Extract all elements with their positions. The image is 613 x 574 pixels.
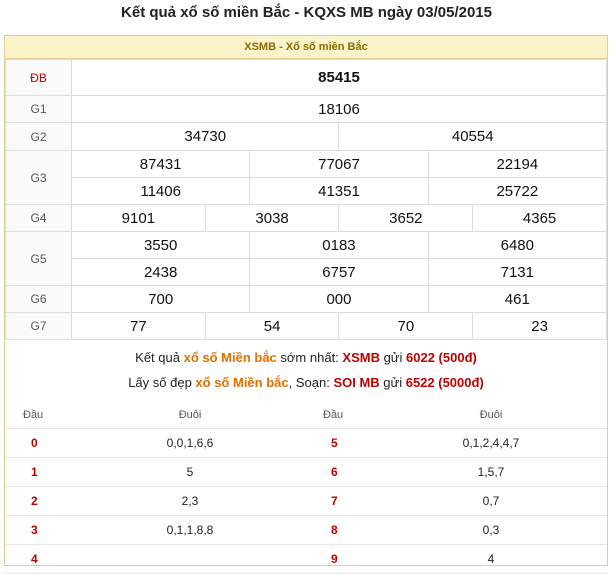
- promo-brand-link[interactable]: xổ số Miền bắc: [195, 375, 289, 390]
- loto-col-dau: Đầu: [305, 402, 375, 429]
- g4-value: 3652: [339, 205, 473, 232]
- loto-duoi: 0,3: [375, 516, 607, 545]
- promo-brand-link[interactable]: xổ số Miền bắc: [183, 350, 277, 365]
- g3-value: 11406: [72, 178, 250, 205]
- loto-dau: 3: [5, 516, 75, 545]
- sms-number: 6022 (500đ): [406, 350, 477, 365]
- row-g5a: [6, 232, 607, 259]
- g4-value: 4365: [473, 205, 607, 232]
- loto-row: [5, 458, 607, 487]
- loto-duoi: 2,3: [75, 487, 305, 516]
- g5-value: 6480: [428, 232, 606, 259]
- row-g7: [6, 313, 607, 340]
- g7-value: 23: [473, 313, 607, 340]
- prize-label-g2: G2: [6, 123, 72, 151]
- prize-label-g3: G3: [6, 151, 72, 205]
- sms-code: SOI MB: [333, 375, 380, 390]
- loto-dau: 7: [305, 487, 375, 516]
- grid-cell: [384, 340, 429, 341]
- promo-text: Lấy số đẹp: [128, 375, 196, 390]
- row-g1: [6, 96, 607, 123]
- results-header[interactable]: XSMB - Xổ số miền Bắc: [5, 36, 607, 59]
- loto-dau: 5: [305, 429, 375, 458]
- grid-cell: [294, 340, 339, 341]
- g5-value: 6757: [250, 259, 428, 286]
- prize-label-g7: G7: [6, 313, 72, 340]
- row-g3b: [6, 178, 607, 205]
- prize-label-g4: G4: [6, 205, 72, 232]
- loto-duoi: 0,7: [375, 487, 607, 516]
- promo-text: gửi: [379, 375, 406, 390]
- loto-row: [5, 516, 607, 545]
- row-g6: [6, 286, 607, 313]
- g3-value: 41351: [250, 178, 428, 205]
- loto-duoi: 0,0,1,6,6: [75, 429, 305, 458]
- promo-line-2: [5, 375, 607, 390]
- row-g5b: [6, 259, 607, 286]
- g3-value: 25722: [428, 178, 606, 205]
- grid-cell: [562, 340, 607, 341]
- special-prize-value: 85415: [72, 60, 607, 96]
- loto-dau: 4: [5, 545, 75, 574]
- page-title: Kết quả xổ số miền Bắc - KQXS MB ngày 03/05/2015: [121, 4, 492, 21]
- g5-value: 0183: [250, 232, 428, 259]
- g3-value: 22194: [428, 151, 606, 178]
- row-g4: [6, 205, 607, 232]
- grid-cell: [428, 340, 473, 341]
- g6-value: 461: [428, 286, 606, 313]
- grid-cell: [116, 340, 161, 341]
- sms-code: XSMB: [342, 350, 380, 365]
- prize-label-special: ĐB: [6, 60, 72, 96]
- grid-cell: [161, 340, 206, 341]
- g7-value: 54: [205, 313, 339, 340]
- promo-line-1: [5, 350, 607, 365]
- grid-cell: [205, 340, 250, 341]
- results-frame: [4, 35, 608, 566]
- row-special: [6, 60, 607, 96]
- loto-duoi: 0,1,2,4,4,7: [375, 429, 607, 458]
- grid-cell: [6, 340, 72, 341]
- promo-text: Kết quả: [135, 350, 184, 365]
- g6-value: 700: [72, 286, 250, 313]
- loto-dau: 1: [5, 458, 75, 487]
- loto-duoi: 5: [75, 458, 305, 487]
- grid-cell: [72, 340, 117, 341]
- g1-value: 18106: [72, 96, 607, 123]
- g7-value: 70: [339, 313, 473, 340]
- prize-label-g5: G5: [6, 232, 72, 286]
- g7-value: 77: [72, 313, 206, 340]
- grid-cell: [517, 340, 562, 341]
- row-g3a: [6, 151, 607, 178]
- loto-col-duoi: Đuôi: [75, 402, 305, 429]
- g3-value: 87431: [72, 151, 250, 178]
- loto-duoi: 1,5,7: [375, 458, 607, 487]
- grid-cell: [339, 340, 384, 341]
- loto-row: [5, 429, 607, 458]
- loto-col-duoi: Đuôi: [375, 402, 607, 429]
- loto-header-row: [5, 402, 607, 429]
- row-g2: [6, 123, 607, 151]
- loto-row: [5, 487, 607, 516]
- loto-row: [5, 545, 607, 574]
- loto-dau: 9: [305, 545, 375, 574]
- g5-value: 3550: [72, 232, 250, 259]
- loto-col-dau: Đầu: [5, 402, 75, 429]
- loto-dau: 2: [5, 487, 75, 516]
- loto-duoi: 0,1,1,8,8: [75, 516, 305, 545]
- grid-spacer: [6, 340, 607, 341]
- loto-dau: 6: [305, 458, 375, 487]
- g3-value: 77067: [250, 151, 428, 178]
- results-table: [5, 59, 607, 340]
- g4-value: 9101: [72, 205, 206, 232]
- loto-duoi: 4: [375, 545, 607, 574]
- g6-value: 000: [250, 286, 428, 313]
- promo-text: , Soạn:: [288, 375, 334, 390]
- g5-value: 2438: [72, 259, 250, 286]
- promo-text: gửi: [379, 350, 407, 365]
- sms-number: 6522 (5000đ): [405, 375, 484, 390]
- g2-value: 34730: [72, 123, 339, 151]
- prize-label-g6: G6: [6, 286, 72, 313]
- grid-cell: [250, 340, 295, 341]
- prize-label-g1: G1: [6, 96, 72, 123]
- g2-value: 40554: [339, 123, 607, 151]
- loto-duoi: [75, 545, 305, 574]
- g4-value: 3038: [205, 205, 339, 232]
- loto-table: [5, 402, 607, 574]
- grid-cell: [473, 340, 518, 341]
- loto-dau: 0: [5, 429, 75, 458]
- loto-dau: 8: [305, 516, 375, 545]
- g5-value: 7131: [428, 259, 606, 286]
- promo-text: sớm nhất:: [276, 350, 343, 365]
